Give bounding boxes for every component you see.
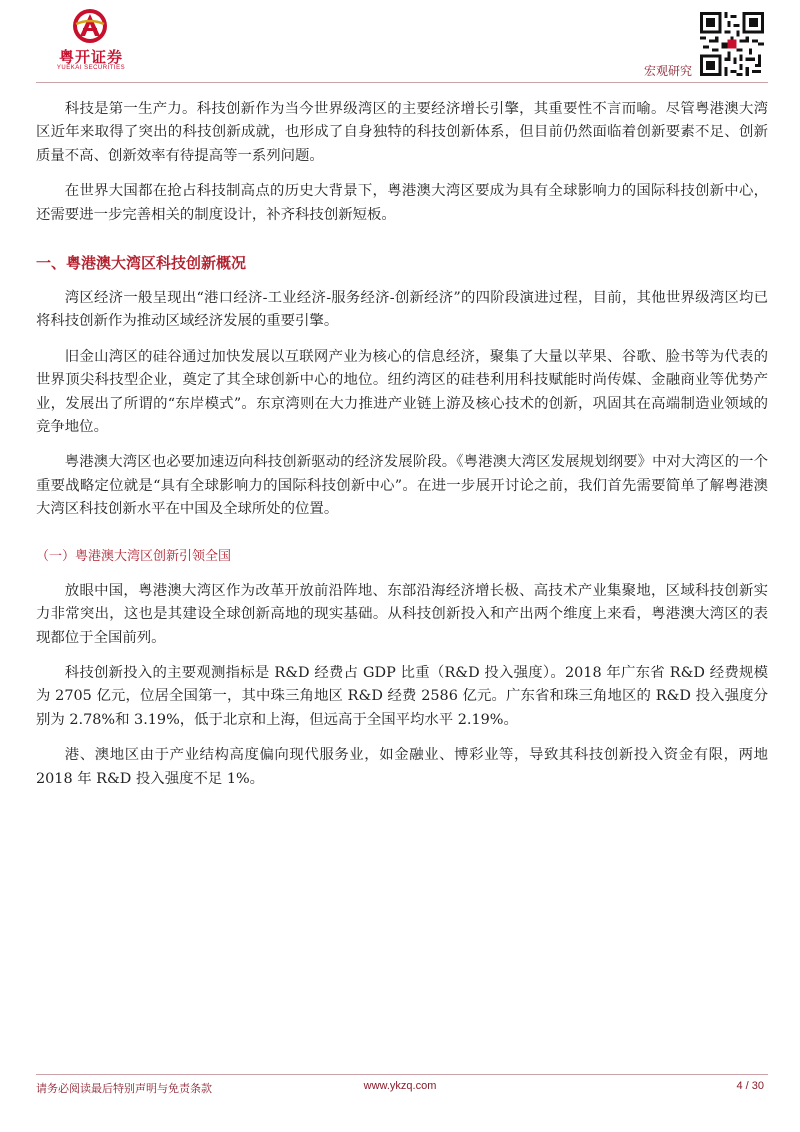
qr-code-icon [700,12,764,76]
footer-divider [36,1074,768,1075]
body-paragraph: 科技创新投入的主要观测指标是 R&D 经费占 GDP 比重（R&D 投入强度）。2018 年广东省 R&D 经费规模为 2705 亿元，位居全国第一，其中珠三角地区 R&D 经费 2586 亿元。广东省和珠三角地区的 R&D 投入强度分别为 2.78%和 3.19%，低于北京和上海，但远高于全国平均水平 2.19%。 [36,664,768,728]
body-paragraph: 放眼中国，粤港澳大湾区作为改革开放前沿阵地、东部沿海经济增长极、高技术产业集聚地，区域科技创新实力非常突出，这也是其建设全球创新高地的现实基础。从科技创新投入和产出两个维度上来看，粤港澳大湾区的表现都位于全国前列。 [36,582,768,646]
page-number: 4 / 30 [736,1080,764,1092]
page-header [0,0,800,84]
website-link[interactable]: www.ykzq.com [363,1080,437,1092]
subsection-heading: （一）粤港澳大湾区创新引领全国 [36,548,232,564]
disclaimer-notice: 请务必阅读最后特别声明与免责条款 [36,1082,212,1095]
brand-logo [36,8,146,72]
body-paragraph: 在世界大国都在抢占科技制高点的历史大背景下，粤港澳大湾区要成为具有全球影响力的国际科技创新中心，还需要进一步完善相关的制度设计，补齐科技创新短板。 [36,183,768,223]
brand-name-cn: 粤开证券 [58,48,123,66]
body-paragraph: 粤港澳大湾区也必要加速迈向科技创新驱动的经济发展阶段。《粤港澳大湾区发展规划纲要》中对大湾区的一个重要战略定位就是“具有全球影响力的国际科技创新中心”。在进一步展开讨论之前，我们首先需要简单了解粤港澳大湾区科技创新水平在中国及全球所处的位置。 [36,454,768,518]
yuekai-logo-icon [72,8,108,44]
body-paragraph: 湾区经济一般呈现出“港口经济-工业经济-服务经济-创新经济”的四阶段演进过程，目前，其他世界级湾区均已将科技创新作为推动区域经济发展的重要引擎。 [36,290,768,330]
brand-name-en: YUEKAI SECURITIES [56,65,126,71]
section-heading: 一、粤港澳大湾区科技创新概况 [36,254,247,273]
body-paragraph: 港、澳地区由于产业结构高度偏向现代服务业，如金融业、博彩业等，导致其科技创新投入资金有限，两地 2018 年 R&D 投入强度不足 1%。 [36,747,768,787]
header-divider [36,82,768,83]
body-paragraph: 旧金山湾区的硅谷通过加快发展以互联网产业为核心的信息经济，聚集了大量以苹果、谷歌、脸书等为代表的世界顶尖科技型企业，奠定了其全球创新中心的地位。纽约湾区的硅巷利用科技赋能时尚传媒、金融商业等优势产业，发展出了所谓的“东岸模式”。东京湾则在大力推进产业链上游及核心技术的创新，巩固其在高端制造业领域的竞争地位。 [36,348,768,436]
main-content [36,98,768,791]
body-paragraph: 科技是第一生产力。科技创新作为当今世界级湾区的主要经济增长引擎，其重要性不言而喻。尽管粤港澳大湾区近年来取得了突出的科技创新成就，也形成了自身独特的科技创新体系，但目前仍然面临着创新要素不足、创新质量不高、创新效率有待提高等一系列问题。 [36,101,768,164]
document-type-label: 宏观研究 [643,64,692,78]
